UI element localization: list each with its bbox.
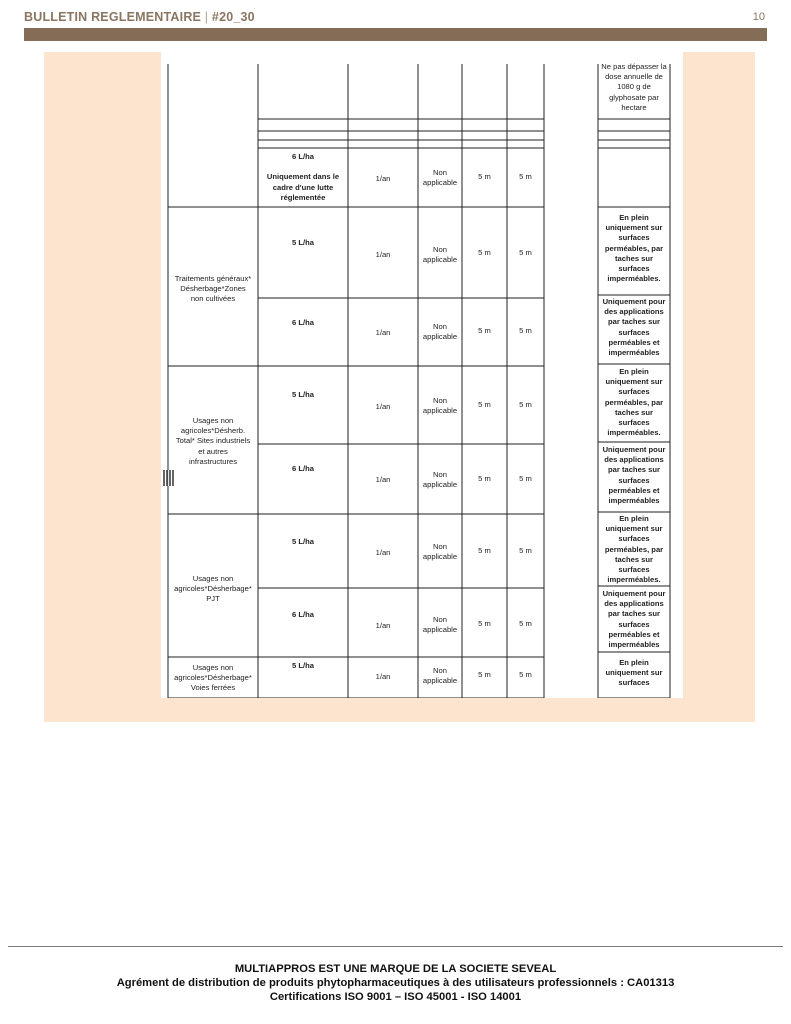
dar-cell: Non applicable: [422, 615, 458, 635]
znt-cell: 5 m: [519, 474, 532, 483]
dose-cell: 6 L/ha: [292, 610, 314, 619]
frequency-cell: 1/an: [375, 621, 391, 630]
znt-cell: 5 m: [478, 619, 491, 628]
condition-cell: En plein uniquement sur surfaces perméables, par taches sur surfaces imperméables.: [604, 213, 664, 284]
znt-cell: 5 m: [478, 474, 491, 483]
dar-cell: Non applicable: [422, 396, 458, 416]
page-number: 10: [752, 11, 765, 23]
usage-cell: Usages non agricoles*Désherb. Total* Sites industriels et autres infrastructures: [175, 416, 251, 466]
dose-cell: 6 L/ha: [292, 318, 314, 327]
dose-cell: 6 L/ha Uniquement dans le cadre d'une lutte réglementée: [266, 152, 340, 202]
footer-certifications-line: Certifications ISO 9001 – ISO 45001 - ISO 14001: [269, 991, 522, 1003]
condition-cell: Uniquement pour des applications par taches sur surfaces perméables et imperméables: [602, 589, 666, 650]
condition-cell: Uniquement pour des applications par taches sur surfaces perméables et imperméables: [602, 445, 666, 506]
bulletin-title-text: BULLETIN REGLEMENTAIRE: [24, 10, 202, 24]
znt-cell: 5 m: [519, 546, 532, 555]
scanned-table: [161, 52, 683, 698]
condition-cell: En plein uniquement sur surfaces: [605, 658, 663, 688]
frequency-cell: 1/an: [375, 548, 391, 557]
header-bar: [24, 28, 767, 41]
usage-cell: Traitements généraux* Désherbage*Zones non cultivées: [174, 274, 252, 304]
dose-cell: 5 L/ha: [292, 390, 314, 399]
footer-divider: [8, 946, 783, 947]
znt-cell: 5 m: [519, 248, 532, 257]
frequency-cell: 1/an: [375, 402, 391, 411]
znt-cell: 5 m: [478, 400, 491, 409]
usage-cell: Usages non agricoles*Désherbage* Voies ferrées: [174, 663, 252, 693]
znt-cell: 5 m: [478, 248, 491, 257]
znt-cell: 5 m: [478, 326, 491, 335]
dar-cell: Non applicable: [422, 168, 458, 188]
dar-cell: Non applicable: [422, 245, 458, 265]
title-separator: |: [204, 10, 209, 24]
znt-cell: 5 m: [519, 172, 532, 181]
issue-number: #20_30: [211, 10, 255, 24]
znt-cell: 5 m: [519, 619, 532, 628]
dose-cell: 5 L/ha: [292, 537, 314, 546]
condition-cell: En plein uniquement sur surfaces perméables, par taches sur surfaces imperméables.: [604, 514, 664, 585]
dose-cell: 6 L/ha: [292, 464, 314, 473]
dar-cell: Non applicable: [422, 542, 458, 562]
dar-cell: Non applicable: [422, 470, 458, 490]
condition-cell: En plein uniquement sur surfaces perméables, par taches sur surfaces imperméables.: [604, 367, 664, 438]
frequency-cell: 1/an: [375, 475, 391, 484]
top-note: Ne pas dépasser la dose annuelle de 1080 g de glyphosate par hectare: [601, 62, 667, 112]
znt-cell: 5 m: [519, 670, 532, 679]
frequency-cell: 1/an: [375, 250, 391, 259]
bulletin-title: [24, 10, 255, 24]
footer-agreement-line: Agrément de distribution de produits phytopharmaceutiques à des utilisateurs professionnels : CA01313: [116, 977, 675, 989]
znt-cell: 5 m: [478, 546, 491, 555]
dose-cell: 5 L/ha: [292, 661, 314, 670]
dose-cell: 5 L/ha: [292, 238, 314, 247]
frequency-cell: 1/an: [375, 328, 391, 337]
frequency-cell: 1/an: [375, 672, 391, 681]
condition-cell: Uniquement pour des applications par taches sur surfaces perméables et imperméables: [602, 297, 666, 358]
dar-cell: Non applicable: [422, 666, 458, 686]
qr-code-icon: [163, 470, 175, 486]
znt-cell: 5 m: [519, 326, 532, 335]
znt-cell: 5 m: [478, 670, 491, 679]
footer-brand-line: MULTIAPPROS EST UNE MARQUE DE LA SOCIETE SEVEAL: [234, 963, 557, 975]
znt-cell: 5 m: [519, 400, 532, 409]
usage-cell: Usages non agricoles*Désherbage* PJT: [174, 574, 252, 604]
znt-cell: 5 m: [478, 172, 491, 181]
frequency-cell: 1/an: [375, 174, 391, 183]
dar-cell: Non applicable: [422, 322, 458, 342]
